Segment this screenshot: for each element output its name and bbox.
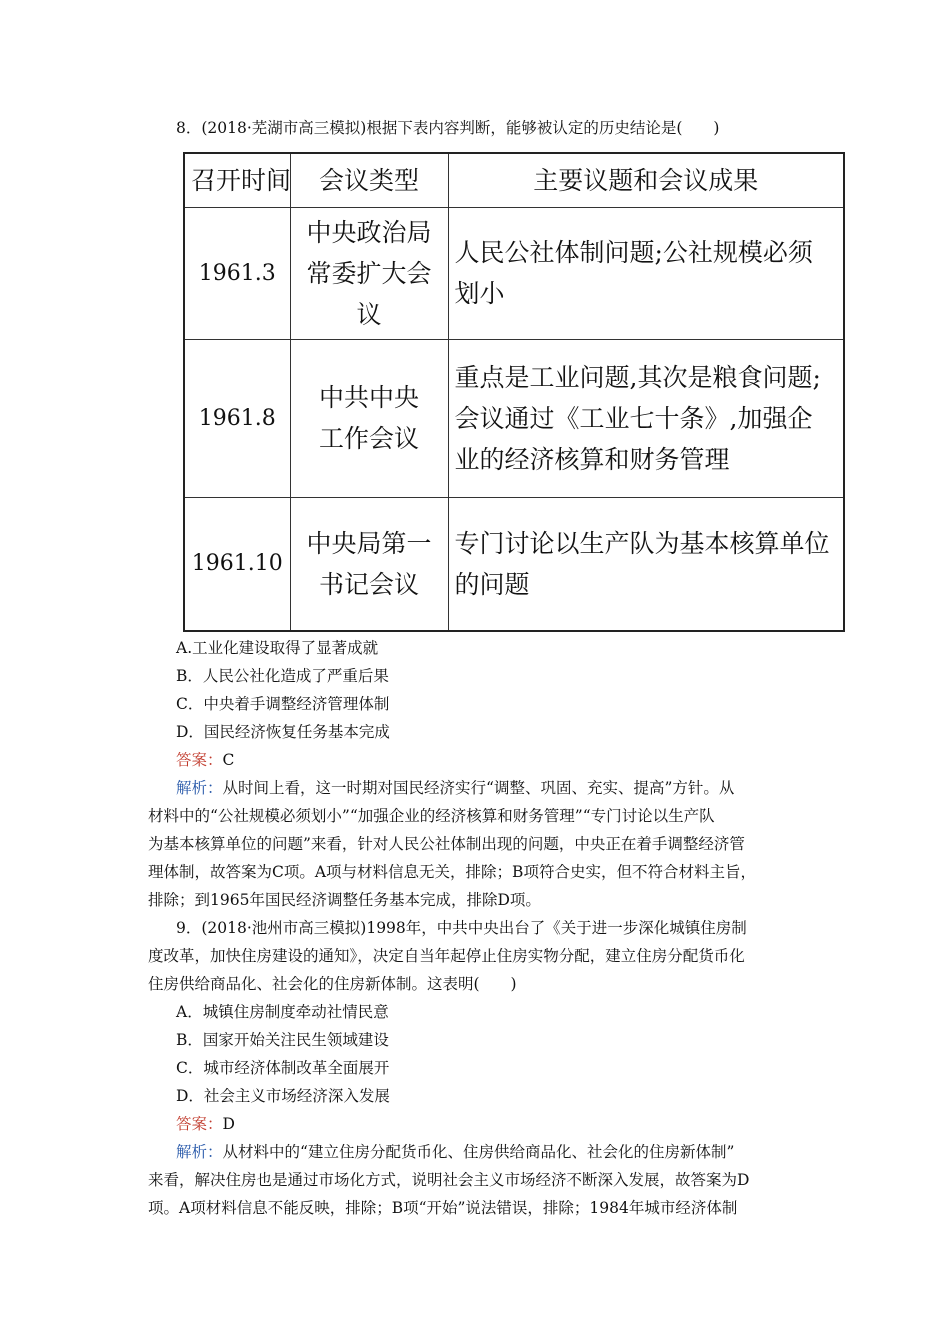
table-cell-time: 1961.3 [184,207,290,339]
q9-analysis-line: 解析：从材料中的“建立住房分配货币化、住房供给商品化、社会化的住房新体制” [176,1143,735,1161]
q8-analysis-line: 解析：从时间上看，这一时期对国民经济实行“调整、巩固、充实、提高”方针。从 [176,779,735,797]
q9-stem-line: 住房供给商品化、社会化的住房新体制。这表明( ) [148,975,517,993]
table-header-result: 主要议题和会议成果 [448,153,844,207]
table-cell-time: 1961.8 [184,339,290,497]
q8-analysis-line: 排除；到1965年国民经济调整任务基本完成，排除D项。 [148,891,541,909]
table-cell-result: 重点是工业问题,其次是粮食问题;会议通过《工业七十条》,加强企业的经济核算和财务管理 [448,339,844,497]
q9-option-c: C．城市经济体制改革全面展开 [176,1059,390,1077]
table-header-type: 会议类型 [290,153,448,207]
q8-answer-label: 答案： [176,751,223,769]
table-cell-result: 人民公社体制问题;公社规模必须划小 [448,207,844,339]
table-row [184,207,844,339]
q9-option-b: B．国家开始关注民生领域建设 [176,1031,389,1049]
q8-option-c: C．中央着手调整经济管理体制 [176,695,390,713]
q8-analysis-line: 为基本核算单位的问题”来看，针对人民公社体制出现的问题，中央正在着手调整经济管 [148,835,745,853]
q8-analysis-label: 解析： [176,779,223,797]
table-cell-type: 中央局第一书记会议 [290,497,448,631]
table-row [184,497,844,631]
q8-analysis-line: 材料中的“公社规模必须划小”“加强企业的经济核算和财务管理”“专门讨论以生产队 [148,807,715,825]
q9-option-d: D．社会主义市场经济深入发展 [176,1087,390,1105]
q9-stem-line: 9．(2018·池州市高三模拟)1998年，中共中央出台了《关于进一步深化城镇住房制 [176,919,747,937]
q8-analysis-line: 理体制，故答案为C项。A项与材料信息无关，排除；B项符合史实，但不符合材料主旨， [148,863,756,881]
q8-option-a: A.工业化建设取得了显著成就 [176,639,379,657]
table-header-time: 召开时间 [184,153,290,207]
q8-answer [176,750,836,770]
q9-analysis-label: 解析： [176,1143,223,1161]
table-cell-type: 中共中央工作会议 [290,339,448,497]
q9-option-a: A．城镇住房制度牵动社情民意 [176,1003,389,1021]
q9-answer-value: D [222,1115,235,1133]
q9-analysis-line: 来看，解决住房也是通过市场化方式，说明社会主义市场经济不断深入发展，故答案为D [148,1171,750,1189]
q8-stem: 8．(2018·芜湖市高三模拟)根据下表内容判断，能够被认定的历史结论是( ) [176,119,720,137]
q8-answer-value: C [222,751,235,769]
table-cell-type: 中央政治局常委扩大会议 [290,207,448,339]
meeting-table [183,152,845,632]
table-cell-time: 1961.10 [184,497,290,631]
q9-stem-line: 度改革，加快住房建设的通知》，决定自当年起停止住房实物分配，建立住房分配货币化 [148,947,745,965]
table-header-row [184,153,844,207]
table-row [184,339,844,497]
q8-option-b: B．人民公社化造成了严重后果 [176,667,389,685]
table-cell-result: 专门讨论以生产队为基本核算单位的问题 [448,497,844,631]
q9-answer [176,1114,836,1134]
q9-analysis-line: 项。A项材料信息不能反映，排除；B项“开始”说法错误，排除；1984年城市经济体制 [148,1199,738,1217]
q9-answer-label: 答案： [176,1115,223,1133]
q8-option-d: D．国民经济恢复任务基本完成 [176,723,390,741]
